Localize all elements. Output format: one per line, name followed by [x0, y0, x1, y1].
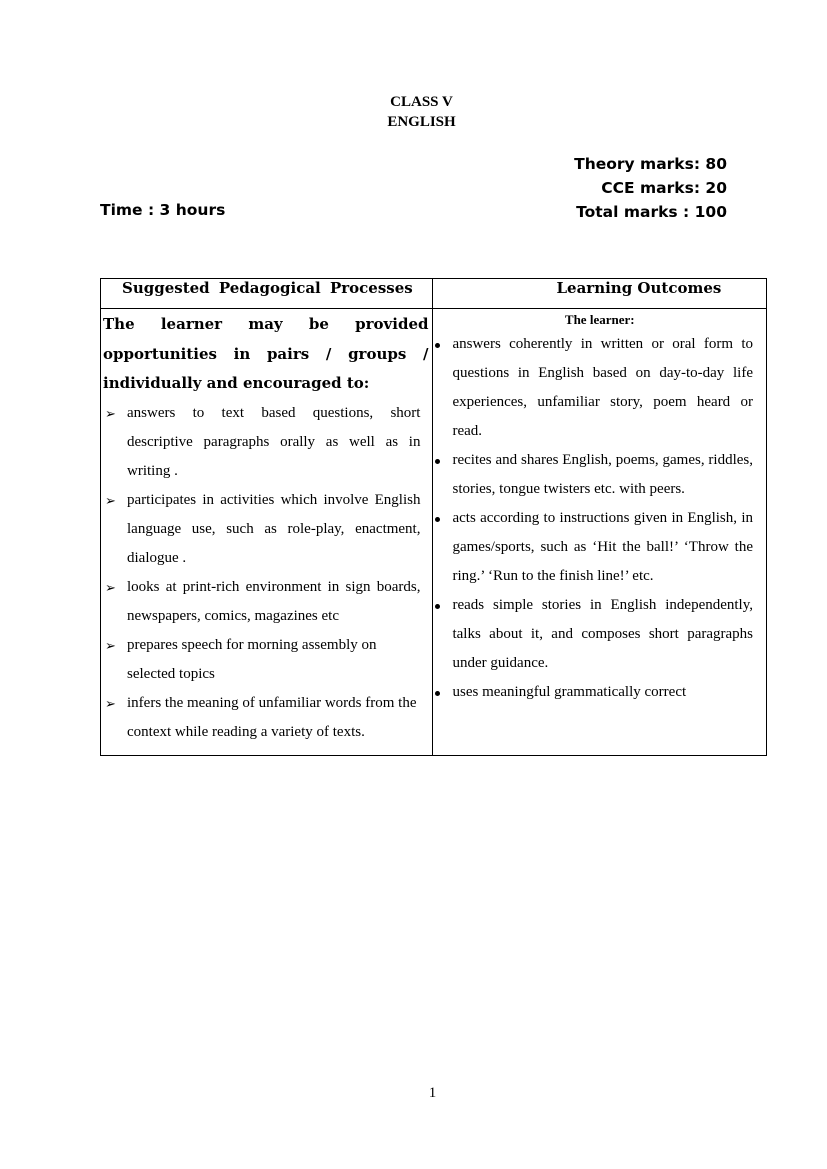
exam-time: Time : 3 hours — [100, 201, 226, 219]
bullet-dot-icon — [435, 459, 440, 464]
list-item: ➢ prepares speech for morning assembly on selected topics — [103, 631, 420, 689]
list-item: recites and shares English, poems, games, riddles, stories, tongue twisters etc. with peers. — [433, 446, 753, 504]
list-item: ➢ participates in activities which involve English language use, such as role-play, enactment, dialogue . — [103, 486, 420, 573]
bullet-dot-icon — [435, 691, 440, 696]
arrow-bullet-icon: ➢ — [105, 695, 116, 711]
list-item: answers coherently in written or oral form to questions in English based on day-to-day life experiences, unfamiliar story, poem heard or read. — [433, 330, 753, 446]
header-pedagogical-processes: Suggested Pedagogical Processes — [101, 279, 433, 309]
class-title: CLASS V — [390, 94, 453, 110]
table-body-row — [101, 309, 767, 756]
pedagogical-processes-cell — [101, 309, 433, 756]
cce-marks: CCE marks: 20 — [601, 179, 727, 197]
list-item: ➢ answers to text based questions, short descriptive paragraphs orally as well as in writing . — [103, 399, 420, 486]
arrow-bullet-icon: ➢ — [105, 579, 116, 595]
bullet-dot-icon — [435, 604, 440, 609]
list-item: ➢ looks at print-rich environment in sign boards, newspapers, comics, magazines etc — [103, 573, 420, 631]
syllabus-table — [100, 278, 767, 756]
arrow-bullet-icon: ➢ — [105, 637, 116, 653]
table-header-row — [101, 279, 767, 309]
arrow-bullet-icon: ➢ — [105, 492, 116, 508]
bullet-dot-icon — [435, 343, 440, 348]
left-intro: The learner may be provided opportunities in pairs / groups / individually and encouraged to: — [103, 315, 429, 392]
subject-title: ENGLISH — [387, 114, 456, 130]
outcomes-list — [433, 330, 766, 707]
learning-outcomes-cell — [433, 309, 767, 756]
list-item: ➢ infers the meaning of unfamiliar words from the context while reading a variety of texts. — [103, 689, 420, 747]
page-number: 1 — [428, 1085, 437, 1101]
arrow-bullet-icon: ➢ — [105, 405, 116, 421]
right-intro: The learner: — [564, 312, 635, 327]
list-item: reads simple stories in English independently, talks about it, and composes short paragraphs under guidance. — [433, 591, 753, 678]
pedagogical-list — [101, 399, 432, 755]
header-learning-outcomes: Learning Outcomes — [433, 279, 767, 309]
list-item: acts according to instructions given in English, in games/sports, such as ‘Hit the ball!’ ‘Throw the ring.’ ‘Run to the finish line!’ etc. — [433, 504, 753, 591]
bullet-dot-icon — [435, 517, 440, 522]
theory-marks: Theory marks: 80 — [574, 155, 727, 173]
total-marks: Total marks : 100 — [576, 203, 727, 221]
list-item: uses meaningful grammatically correct — [433, 678, 753, 707]
